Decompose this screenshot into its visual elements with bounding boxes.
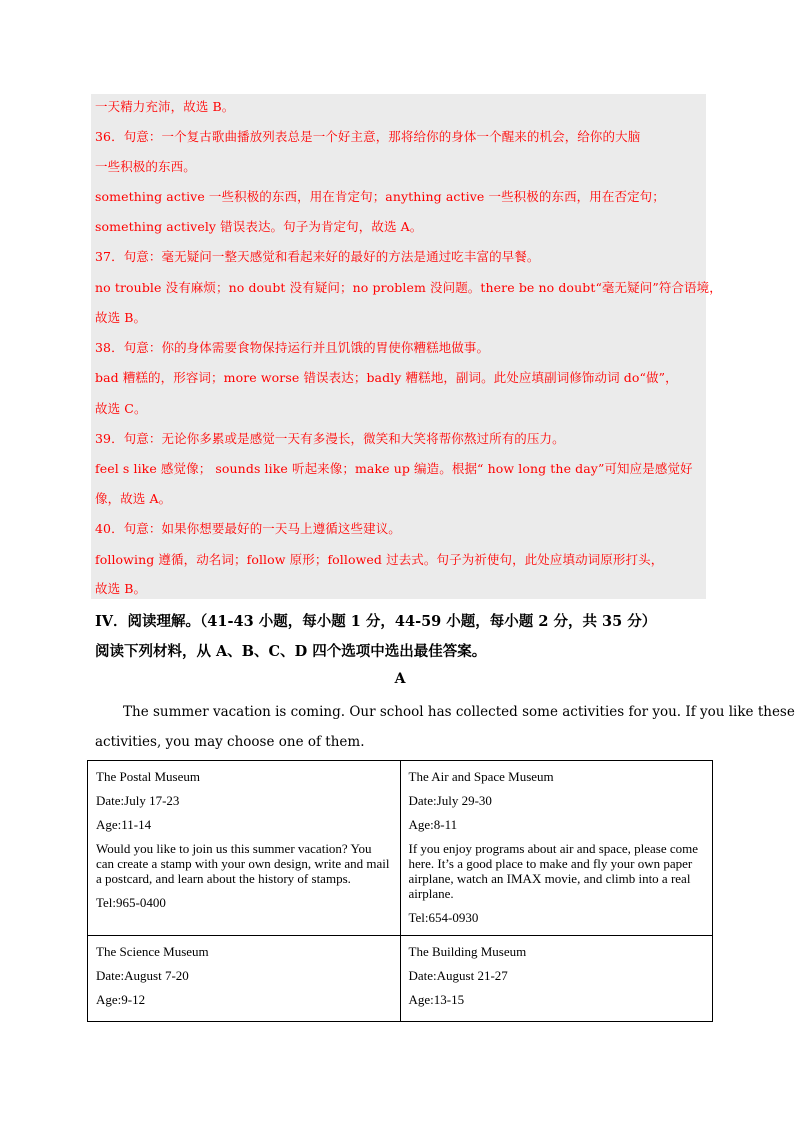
- answer-line: 37．句意：毫无疑问一整天感觉和看起来好的最好的方法是通过吃丰富的早餐。: [95, 249, 540, 264]
- museum-tel: Tel:965-0400: [96, 895, 166, 910]
- answer-line: 一些积极的东西。: [95, 159, 196, 174]
- museum-date: Date:July 29-30: [408, 793, 492, 808]
- museum-description: Would you like to join us this summer vacation? You can create a stamp with your own design, write and mail a postcard, and learn about the history of stamps.: [96, 841, 390, 886]
- answer-line: 38．句意：你的身体需要食物保持运行并且饥饿的胃使你糟糕地做事。: [95, 340, 490, 355]
- passage-label: A: [394, 671, 406, 687]
- museum-age: Age:11-14: [96, 817, 152, 832]
- answer-explanations: [91, 94, 722, 599]
- museum-cell-science: [88, 936, 401, 1022]
- answer-line: following 遵循，动名词；follow 原形；followed 过去式。句子为祈使句，此处应填动词原形打头，: [95, 552, 664, 567]
- museum-description: If you enjoy programs about air and space, please come here. It’s a good place to make and fly your own paper airplane, watch an IMAX movie, and climb into a real airplane.: [408, 841, 699, 901]
- museum-tel: Tel:654-0930: [408, 910, 479, 925]
- museum-date: Date:August 21-27: [408, 968, 508, 983]
- answer-line: bad 糟糕的，形容词；more worse 错误表达；badly 糟糕地，副词。此处应填副词修饰动词 do“做”，: [95, 370, 678, 385]
- museum-age: Age:8-11: [408, 817, 458, 832]
- answer-line: something actively 错误表达。句子为肯定句，故选 A。: [95, 219, 423, 234]
- table-row: [88, 761, 713, 936]
- section-title: IV．阅读理解。（41-43 小题，每小题 1 分，44-59 小题，每小题 2 分，共 35 分）: [95, 613, 657, 630]
- museum-cell-air-space: [400, 761, 713, 936]
- answer-line: 故选 B。: [95, 310, 147, 325]
- museum-name: The Building Museum: [408, 944, 527, 959]
- museum-name: The Science Museum: [96, 944, 209, 959]
- answer-line: something active 一些积极的东西，用在肯定句；anything active 一些积极的东西，用在否定句；: [95, 189, 665, 204]
- answer-line: 40．句意：如果你想要最好的一天马上遵循这些建议。: [95, 521, 401, 536]
- answer-line: no trouble 没有麻烦；no doubt 没有疑问；no problem 没问题。there be no doubt“毫无疑问”符合语境，: [95, 280, 722, 295]
- passage-intro-line: The summer vacation is coming. Our school has collected some activities for you. If you like these: [123, 704, 795, 720]
- museum-name: The Postal Museum: [96, 769, 200, 784]
- activities-table: [87, 760, 713, 1022]
- museum-cell-postal: [88, 761, 401, 936]
- section-instruction: 阅读下列材料，从 A、B、C、D 四个选项中选出最佳答案。: [95, 643, 487, 660]
- passage-intro-line: activities, you may choose one of them.: [95, 734, 365, 750]
- answer-line: 36．句意：一个复古歌曲播放列表总是一个好主意，那将给你的身体一个醒来的机会，给你的大脑: [95, 129, 641, 144]
- answer-line: 故选 B。: [95, 581, 147, 596]
- answer-line: 故选 C。: [95, 401, 147, 416]
- museum-date: Date:August 7-20: [96, 968, 189, 983]
- museum-age: Age:13-15: [408, 992, 465, 1007]
- answer-line: 39．句意：无论你多累或是感觉一天有多漫长，微笑和大笑将帮你熬过所有的压力。: [95, 431, 565, 446]
- table-row: [88, 936, 713, 1022]
- answer-line: 像，故选 A。: [95, 491, 172, 506]
- answer-line: 一天精力充沛，故选 B。: [95, 99, 235, 114]
- museum-name: The Air and Space Museum: [408, 769, 554, 784]
- museum-age: Age:9-12: [96, 992, 146, 1007]
- answer-line: feel s like 感觉像； sounds like 听起来像；make up 编造。根据“ how long the day”可知应是感觉好: [95, 461, 693, 476]
- museum-cell-building: [400, 936, 713, 1022]
- museum-date: Date:July 17-23: [96, 793, 180, 808]
